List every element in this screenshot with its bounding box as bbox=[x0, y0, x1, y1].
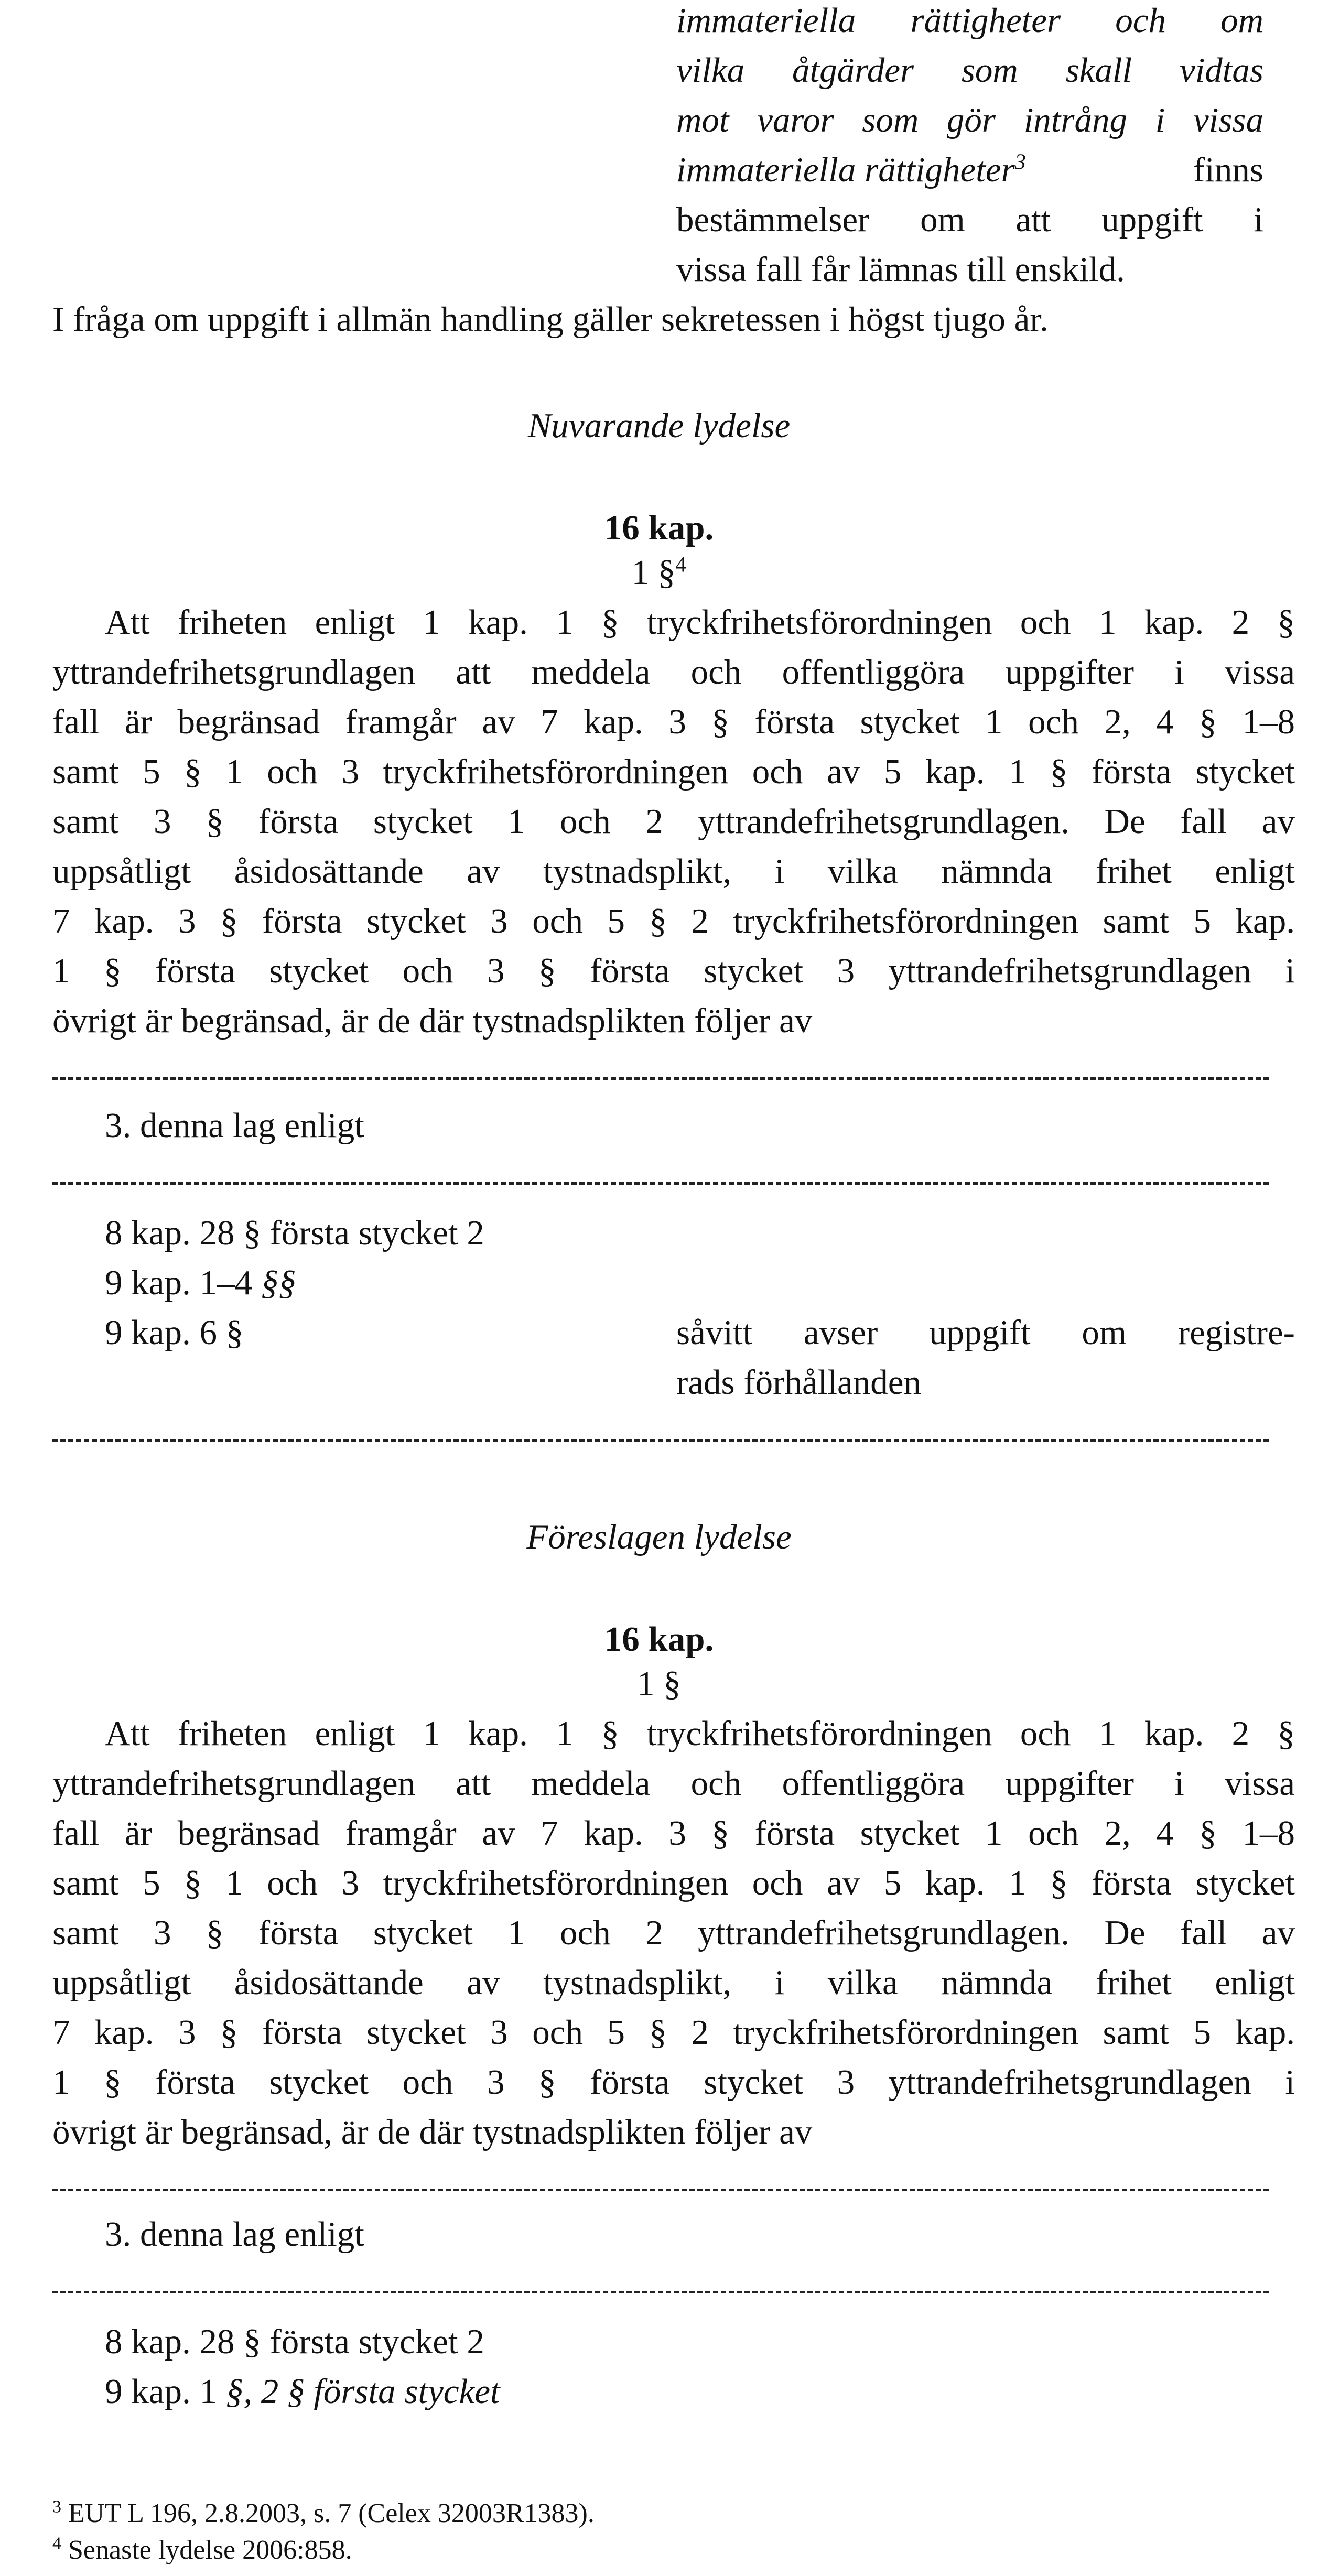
top-line-5 bbox=[676, 195, 1263, 245]
proposed-para-line-5 bbox=[52, 1908, 1295, 1958]
proposed-ref-1: 8 kap. 28 § första stycket 2 bbox=[105, 2322, 484, 2361]
proposed-heading: Föreslagen lydelse bbox=[526, 1518, 792, 1556]
section-text: 1 § bbox=[631, 553, 676, 592]
current-para-line-7 bbox=[52, 896, 1295, 946]
footnote-text: Senaste lydelse 2006:858. bbox=[68, 2535, 352, 2565]
proposed-item-3: 3. denna lag enligt bbox=[105, 2215, 364, 2254]
top-line-2 bbox=[676, 46, 1263, 95]
current-para-line-3 bbox=[52, 697, 1295, 747]
top-line-3 bbox=[676, 95, 1263, 145]
proposed-para-line-1 bbox=[52, 1709, 1295, 1759]
top-text: finns bbox=[1193, 150, 1263, 189]
top-line-6: vissa fall får lämnas till enskild. bbox=[676, 250, 1125, 289]
para-text: fall är begränsad framgår av 7 kap. 3 § första stycket 1 och 2, 4 § 1–8 bbox=[52, 1814, 1295, 1853]
current-para-line-1 bbox=[52, 598, 1295, 647]
top-line-1 bbox=[676, 0, 1263, 46]
top-text: mot varor som gör intrång i vissa bbox=[676, 101, 1263, 139]
para-text: 7 kap. 3 § första stycket 3 och 5 § 2 tryckfrihetsförordningen samt 5 kap. bbox=[52, 2013, 1295, 2052]
top-text: vilka åtgärder som skall vidtas bbox=[676, 51, 1263, 90]
top-line-4 bbox=[676, 145, 1263, 195]
current-scope-line-2: rads förhållanden bbox=[676, 1363, 921, 1402]
para-text: uppsåtligt åsidosättande av tystnadsplikt, i vilka nämnda frihet enligt bbox=[52, 852, 1295, 891]
ref-text: 9 kap. 1–4 bbox=[105, 1263, 261, 1302]
footnote-number: 3 bbox=[52, 2497, 61, 2517]
omission-divider bbox=[52, 1182, 1269, 1185]
current-heading: Nuvarande lydelse bbox=[527, 406, 791, 445]
current-section bbox=[0, 548, 1318, 598]
current-para-line-6 bbox=[52, 847, 1295, 896]
para-text: yttrandefrihetsgrundlagen att meddela och offentliggöra uppgifter i vissa bbox=[52, 653, 1295, 691]
top-text: immateriella rättigheter bbox=[676, 150, 1015, 189]
para-text: Att friheten enligt 1 kap. 1 § tryckfrihetsförordningen och 1 kap. 2 § bbox=[105, 1714, 1295, 1753]
para-text: Att friheten enligt 1 kap. 1 § tryckfrihetsförordningen och 1 kap. 2 § bbox=[105, 603, 1295, 642]
current-ref-3: 9 kap. 6 § bbox=[105, 1313, 244, 1352]
para-text: yttrandefrihetsgrundlagen att meddela och offentliggöra uppgifter i vissa bbox=[52, 1764, 1295, 1803]
ref-italic: §§ bbox=[261, 1263, 296, 1302]
current-para-line-8 bbox=[52, 946, 1295, 996]
para-text: 1 § första stycket och 3 § första stycket 3 yttrandefrihetsgrundlagen i bbox=[52, 951, 1295, 990]
footnote-ref-3: 3 bbox=[1014, 150, 1026, 175]
omission-divider bbox=[52, 2291, 1269, 2293]
omission-divider bbox=[52, 1077, 1269, 1080]
current-ref-1: 8 kap. 28 § första stycket 2 bbox=[105, 1214, 484, 1252]
footnote-4 bbox=[52, 2532, 352, 2569]
footnote-3 bbox=[52, 2495, 595, 2532]
ref-text: 9 kap. 1 bbox=[105, 2372, 226, 2411]
para-text: uppsåtligt åsidosättande av tystnadsplikt, i vilka nämnda frihet enligt bbox=[52, 1963, 1295, 2002]
footnote-ref-4: 4 bbox=[675, 553, 687, 577]
para-text: fall är begränsad framgår av 7 kap. 3 § första stycket 1 och 2, 4 § 1–8 bbox=[52, 702, 1295, 741]
proposed-para-line-2 bbox=[52, 1759, 1295, 1809]
top-text: immateriella rättigheter och om bbox=[676, 1, 1263, 40]
current-item-3: 3. denna lag enligt bbox=[105, 1106, 364, 1145]
para-text: samt 5 § 1 och 3 tryckfrihetsförordningen och av 5 kap. 1 § första stycket bbox=[52, 1864, 1295, 1902]
current-chapter: 16 kap. bbox=[604, 508, 714, 547]
para-text: samt 3 § första stycket 1 och 2 yttrandefrihetsgrundlagen. De fall av bbox=[52, 1913, 1295, 1952]
footnote-number: 4 bbox=[52, 2534, 61, 2553]
omission-divider bbox=[52, 1439, 1269, 1442]
proposed-para-line-8 bbox=[52, 2058, 1295, 2107]
para-text: samt 3 § första stycket 1 och 2 yttrandefrihetsgrundlagen. De fall av bbox=[52, 802, 1295, 841]
scope-text: såvitt avser uppgift om registre- bbox=[676, 1313, 1295, 1352]
top-text: bestämmelser om att uppgift i bbox=[676, 200, 1263, 239]
proposed-para-line-7 bbox=[52, 2008, 1295, 2058]
ref-italic: §, 2 § första stycket bbox=[225, 2372, 500, 2411]
para-text: 7 kap. 3 § första stycket 3 och 5 § 2 tryckfrihetsförordningen samt 5 kap. bbox=[52, 902, 1295, 940]
omission-divider bbox=[52, 2189, 1269, 2191]
proposed-chapter: 16 kap. bbox=[604, 1620, 714, 1659]
footnote-text: EUT L 196, 2.8.2003, s. 7 (Celex 32003R1383). bbox=[68, 2498, 595, 2528]
current-ref-2 bbox=[105, 1258, 296, 1308]
current-scope-line-1 bbox=[676, 1308, 1295, 1358]
para-text: 1 § första stycket och 3 § första stycket 3 yttrandefrihetsgrundlagen i bbox=[52, 2063, 1295, 2102]
current-para-line-2 bbox=[52, 647, 1295, 697]
current-para-line-9: övrigt är begränsad, är de där tystnadsplikten följer av bbox=[52, 1001, 813, 1040]
current-para-line-4 bbox=[52, 747, 1295, 797]
proposed-para-line-9: övrigt är begränsad, är de där tystnadsplikten följer av bbox=[52, 2113, 813, 2151]
para-text: samt 5 § 1 och 3 tryckfrihetsförordningen och av 5 kap. 1 § första stycket bbox=[52, 752, 1295, 791]
proposed-para-line-4 bbox=[52, 1858, 1295, 1908]
proposed-para-line-6 bbox=[52, 1958, 1295, 2008]
proposed-ref-2 bbox=[105, 2367, 500, 2417]
current-para-line-5 bbox=[52, 797, 1295, 847]
proposed-section: 1 § bbox=[637, 1664, 681, 1703]
proposed-para-line-3 bbox=[52, 1809, 1295, 1858]
secrecy-line: I fråga om uppgift i allmän handling gäller sekretessen i högst tjugo år. bbox=[52, 300, 1049, 339]
